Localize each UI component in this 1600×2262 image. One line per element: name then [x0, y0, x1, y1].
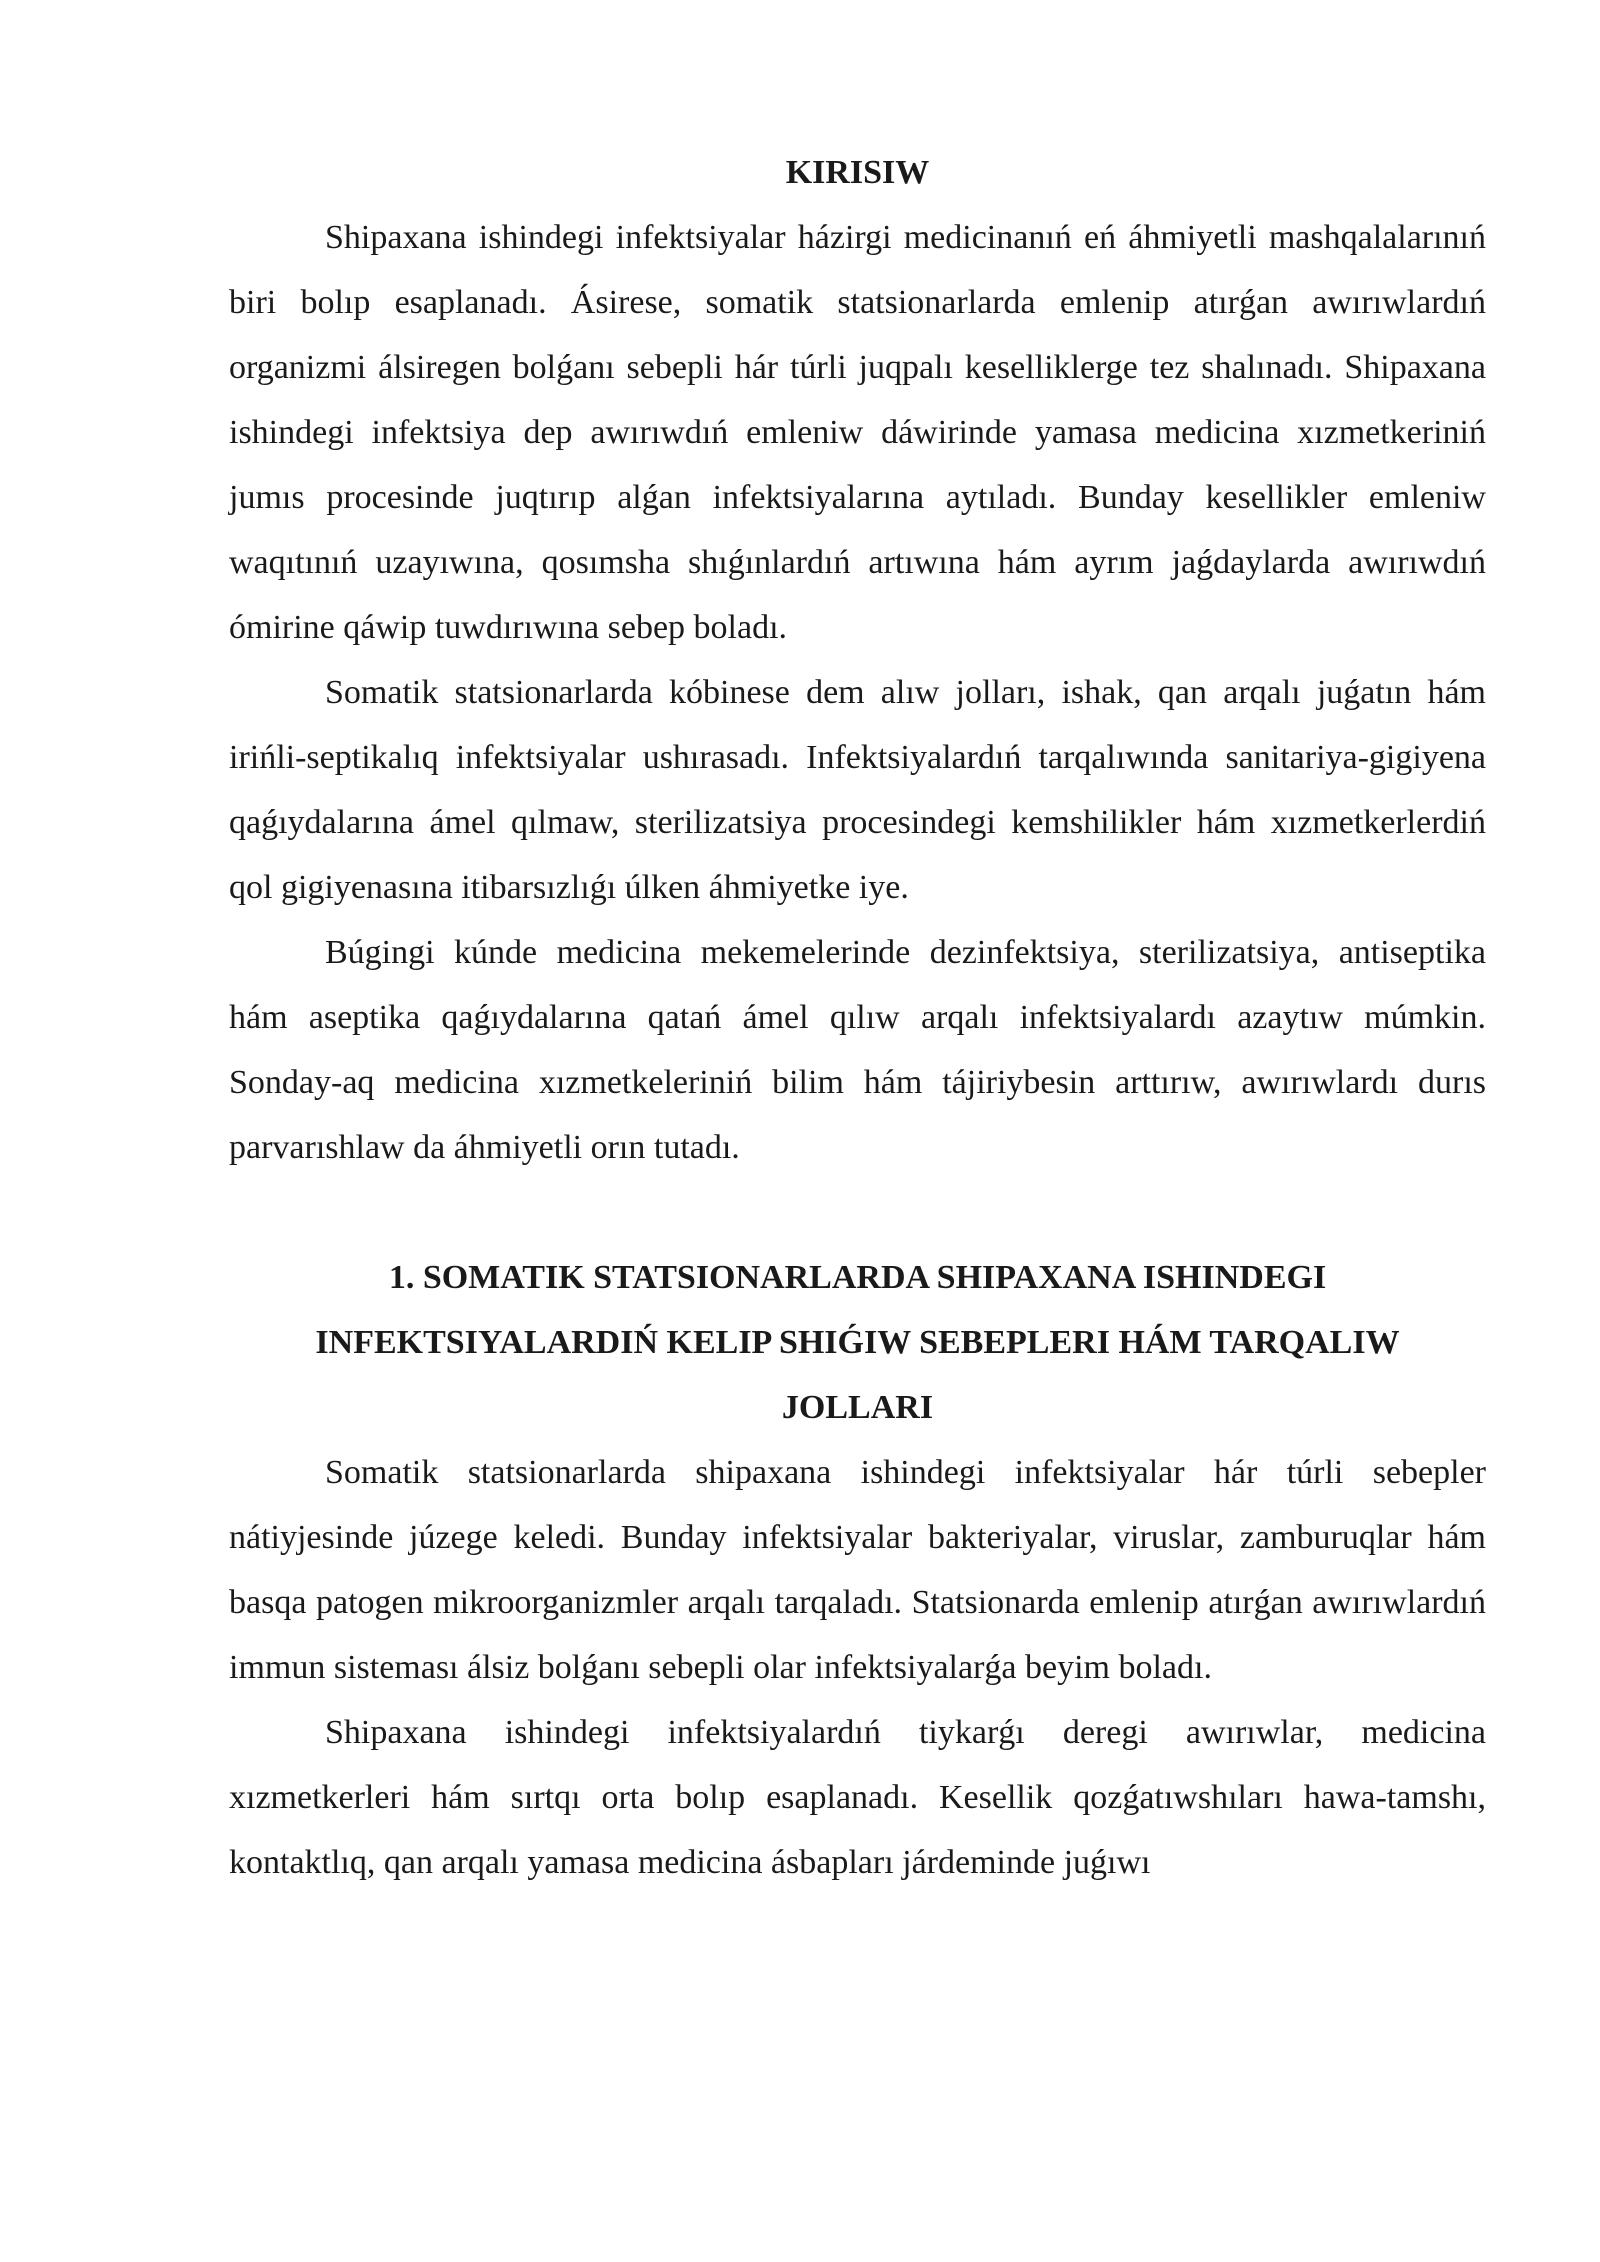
section-1-title: 1. SOMATIK STATSIONARLARDA SHIPAXANA ISHINDEGI INFEKTSIYALARDIŃ KELIP SHIǴIW SEBEPLERI HÁM TARQALIW JOLLARI	[315, 1259, 1400, 1426]
section-1-paragraph: Somatik statsionarlarda shipaxana ishindegi infektsiyalar hár túrli sebepler nátiyjesinde júzege keledi. Bunday infektsiyalar bakteriyalar, viruslar, zamburuqlar hám basqa patogen mikroorganizmler arqalı tarqaladı. Statsionarda emlenip atırǵan awırıwlardıń immun sisteması álsiz bolǵanı sebepli olar infektsiyalarǵa beyim boladı.	[229, 1454, 1486, 1686]
intro-paragraph: Somatik statsionarlarda kóbinese dem alıw jolları, ishak, qan arqalı juǵatın hám irińli-septikalıq infektsiyalar ushırasadı. Infektsiyalardıń tarqalıwında sanitariya-gigiyena qaǵıydalarına ámel qılmaw, sterilizatsiya procesindegi kemshilikler hám xızmetkerlerdiń qol gigiyenasına itibarsızlıǵı úlken áhmiyetke iye.	[229, 674, 1486, 906]
intro-heading: KIRISIW	[785, 154, 930, 191]
document-content	[229, 140, 1486, 1895]
section-1-paragraph: Shipaxana ishindegi infektsiyalardıń tiykarǵı deregi awırıwlar, medicina xızmetkerleri hám sırtqı orta bolıp esaplanadı. Kesellik qozǵatıwshıları hawa-tamshı, kontaktlıq, qan arqalı yamasa medicina ásbapları járdeminde juǵıwı	[229, 1714, 1486, 1881]
section-spacer	[229, 1180, 1486, 1245]
intro-paragraph: Shipaxana ishindegi infektsiyalar házirgi medicinanıń eń áhmiyetli mashqalalarınıń biri bolıp esaplanadı. Ásirese, somatik statsionarlarda emlenip atırǵan awırıwlardıń organizmi álsiregen bolǵanı sebepli hár túrli juqpalı keselliklerge tez shalınadı. Shipaxana ishindegi infektsiya dep awırıwdıń emleniw dáwirinde yamasa medicina xızmetkeriniń jumıs procesinde juqtırıp alǵan infektsiyalarına aytıladı. Bunday kesellikler emleniw waqıtınıń uzayıwına, qosımsha shıǵınlardıń artıwına hám ayrım jaǵdaylarda awırıwdıń ómirine qáwip tuwdırıwına sebep boladı.	[229, 219, 1486, 646]
intro-paragraph: Búgingi kúnde medicina mekemelerinde dezinfektsiya, sterilizatsiya, antiseptika hám aseptika qaǵıydalarına qatań ámel qılıw arqalı infektsiyalardı azaytıw múmkin. Sonday-aq medicina xızmetkeleriniń bilim hám tájiriybesin arttırıw, awırıwlardı durıs parvarıshlaw da áhmiyetli orın tutadı.	[229, 934, 1486, 1166]
